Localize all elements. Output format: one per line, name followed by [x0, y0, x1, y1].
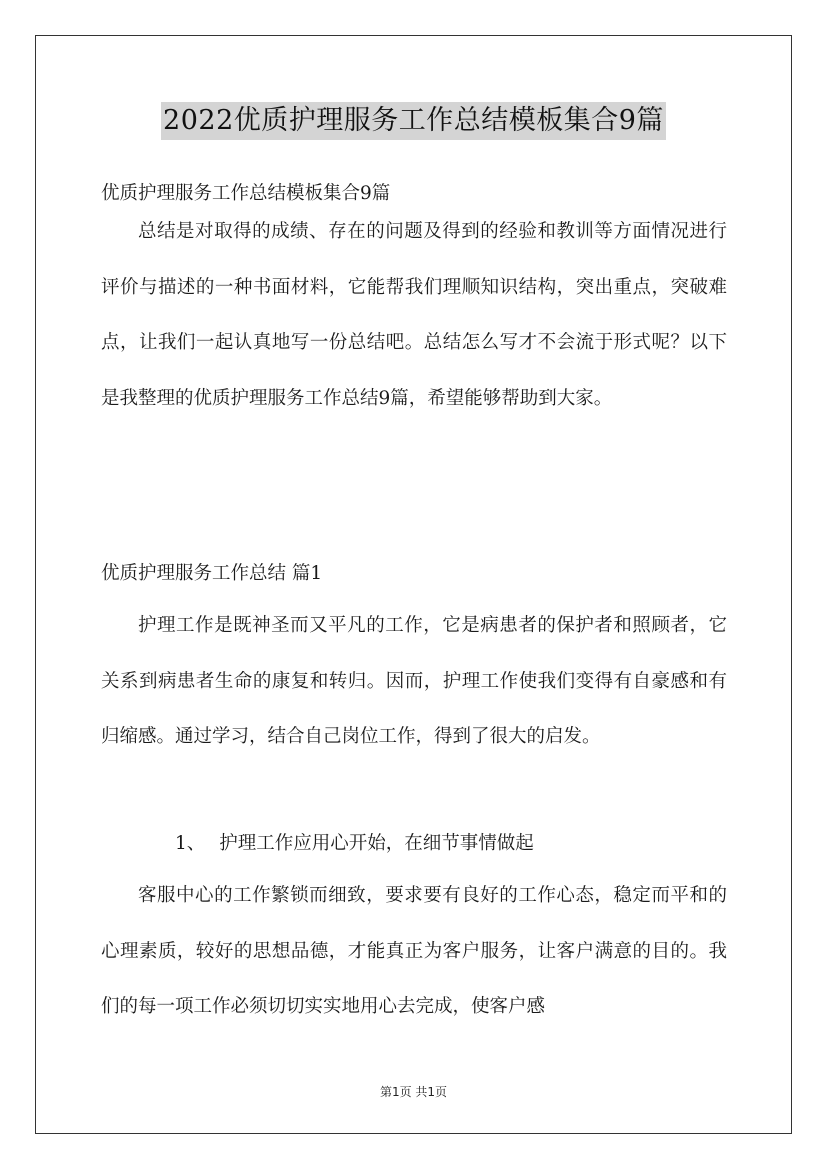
section-paragraph-2: 客服中心的工作繁锁而细致，要求要有良好的工作心态，稳定而平和的心理素质，较好的思想品德，才能真正为客户服务，让客户满意的目的。我们的每一项工作必须切切实实地用心去完成，使客户感 [101, 885, 727, 1017]
section-paragraph-1: 护理工作是既神圣而又平凡的工作，它是病患者的保护者和照顾者，它关系到病患者生命的康复和转归。因而，护理工作使我们变得有自豪感和有归缩感。通过学习，结合自己岗位工作，得到了很大的启发。 [101, 615, 727, 747]
document-title: 2022优质护理服务工作总结模板集合9篇 [161, 102, 666, 140]
document-subtitle: 优质护理服务工作总结模板集合9篇 [101, 183, 391, 204]
title-container [0, 102, 827, 140]
page-footer: 第1页 共1页 [379, 1085, 448, 1099]
intro-paragraph: 总结是对取得的成绩、存在的问题及得到的经验和教训等方面情况进行评价与描述的一种书面材料，它能帮我们理顺知识结构，突出重点，突破难点，让我们一起认真地写一份总结吧。总结怎么写才不会流于形式呢？以下是我整理的优质护理服务工作总结9篇，希望能够帮助到大家。 [101, 221, 727, 409]
list-item-text: 护理工作应用心开始，在细节事情做起 [219, 833, 534, 854]
section-heading: 优质护理服务工作总结 篇1 [101, 563, 323, 584]
list-item-1 [101, 830, 727, 858]
list-item-number: 1、 [175, 833, 206, 854]
